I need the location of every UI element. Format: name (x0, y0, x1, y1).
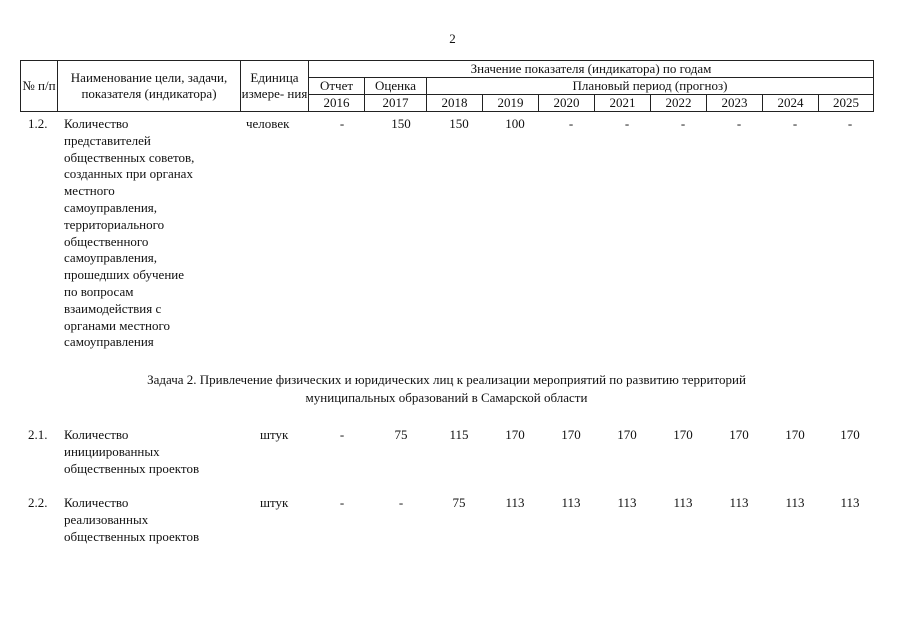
value-cell: 170 (617, 427, 637, 442)
name-line: по вопросам (64, 283, 134, 299)
header-unit: Единица измере- ния (241, 61, 309, 112)
name-line: прошедших обучение (64, 267, 185, 283)
value-cell: 150 (449, 116, 469, 131)
name-line: Количество (64, 495, 129, 510)
name-line: самоуправления (64, 334, 154, 350)
value-cell: 150 (391, 116, 411, 131)
task-2-line-1: Задача 2. Привлечение физических и юридических лиц к реализации мероприятий по развитию территорий (147, 372, 746, 387)
name-line: представителей (64, 132, 151, 148)
name-line: самоуправления, (64, 199, 158, 215)
value-cell: - (339, 116, 345, 131)
name-line: Количество (64, 427, 129, 442)
row-2-2-name (64, 495, 199, 545)
value-cell: 100 (505, 116, 525, 131)
header-year-2018: 2018 (427, 95, 483, 112)
header-year-2020: 2020 (539, 95, 595, 112)
value-cell: 170 (505, 427, 525, 442)
value-cell: 113 (561, 495, 581, 510)
header-values-group: Значение показателя (индикатора) по годам (309, 61, 874, 78)
task-2-heading (20, 371, 873, 407)
header-year-2024: 2024 (763, 95, 819, 112)
header-name: Наименование цели, задачи, показателя (индикатора) (58, 61, 241, 112)
name-line: местного (64, 183, 115, 199)
value-cell: - (339, 495, 345, 510)
row-2-1-name (64, 427, 199, 477)
value-cell: 113 (729, 495, 749, 510)
value-cell: 170 (840, 427, 860, 442)
header-year-2023: 2023 (707, 95, 763, 112)
header-report-label: Отчет (309, 78, 365, 95)
row-1-2-name (64, 116, 194, 351)
value-cell: - (624, 116, 630, 131)
header-report-year: 2016 (309, 95, 365, 112)
value-cell: 170 (729, 427, 749, 442)
name-line: общественных советов, (64, 149, 195, 165)
task-2-line-2: муниципальных образований в Самарской области (305, 390, 588, 405)
name-line: территориального (64, 216, 165, 232)
value-cell: - (339, 427, 345, 442)
header-year-2022: 2022 (651, 95, 707, 112)
name-line: органами местного (64, 317, 170, 333)
value-cell: - (847, 116, 853, 131)
name-line: инициированных (64, 443, 160, 459)
page-number: 2 (449, 31, 456, 46)
value-cell: - (398, 495, 404, 510)
row-2-2-unit: штук (260, 495, 289, 510)
name-line: самоуправления, (64, 250, 158, 266)
value-cell: - (792, 116, 798, 131)
value-cell: 75 (452, 495, 466, 510)
name-line: реализованных (64, 511, 149, 527)
header-year-2019: 2019 (483, 95, 539, 112)
row-2-1-unit: штук (260, 427, 289, 442)
value-cell: - (736, 116, 742, 131)
value-cell: - (680, 116, 686, 131)
value-cell: 113 (673, 495, 693, 510)
name-line: общественных проектов (64, 460, 200, 476)
header-year-2021: 2021 (595, 95, 651, 112)
value-cell: 170 (673, 427, 693, 442)
header-estimate-label: Оценка (365, 78, 427, 95)
header-num: № п/п (21, 61, 58, 112)
row-1-2-num: 1.2. (28, 116, 48, 131)
header-estimate-year: 2017 (365, 95, 427, 112)
value-cell: 113 (840, 495, 860, 510)
value-cell: 170 (785, 427, 805, 442)
indicator-table-header (20, 60, 874, 112)
header-plan-group: Плановый период (прогноз) (427, 78, 874, 95)
row-2-1-num: 2.1. (28, 427, 48, 442)
name-line: общественных проектов (64, 528, 200, 544)
row-2-2-num: 2.2. (28, 495, 48, 510)
name-line: созданных при органах (64, 166, 193, 182)
name-line: Количество (64, 116, 129, 131)
name-line: общественного (64, 233, 149, 249)
name-line: взаимодействия с (64, 300, 162, 316)
value-cell: 113 (617, 495, 637, 510)
value-cell: 75 (394, 427, 408, 442)
value-cell: - (568, 116, 574, 131)
value-cell: 113 (785, 495, 805, 510)
value-cell: 170 (561, 427, 581, 442)
value-cell: 115 (449, 427, 469, 442)
header-year-2025: 2025 (819, 95, 874, 112)
value-cell: 113 (505, 495, 525, 510)
row-1-2-unit: человек (246, 116, 290, 131)
